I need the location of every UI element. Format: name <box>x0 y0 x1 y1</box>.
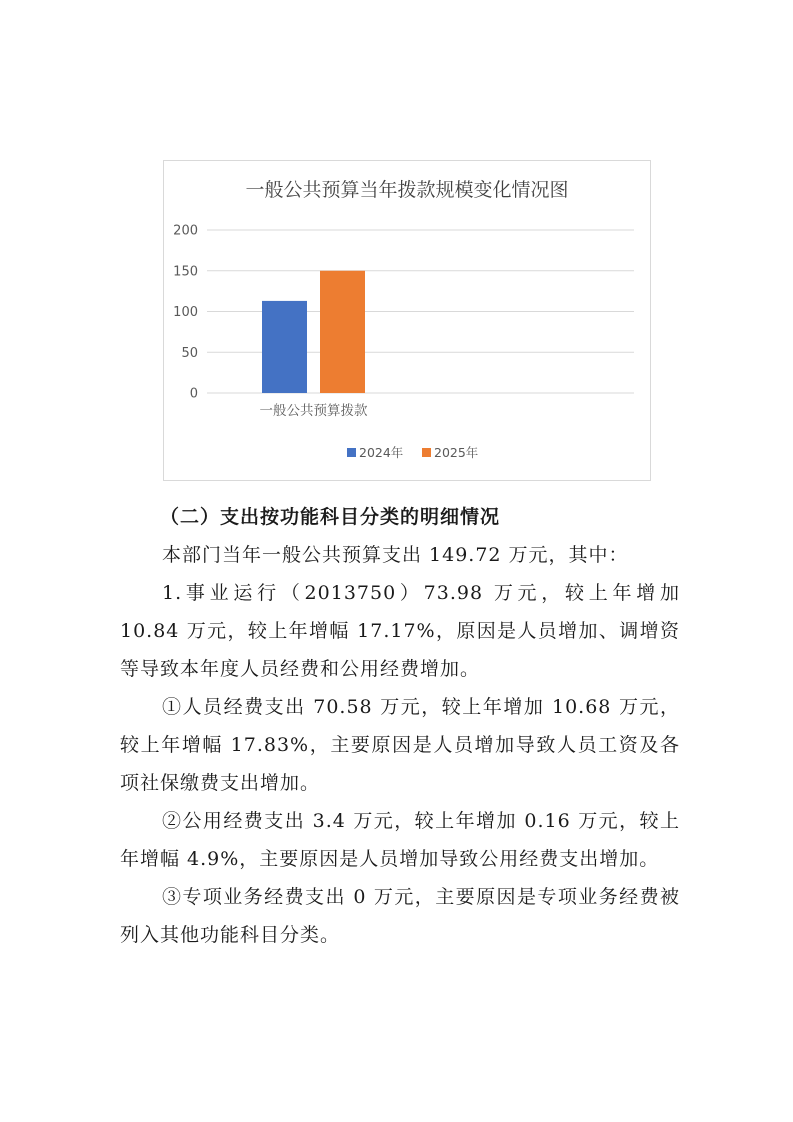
legend-swatch <box>347 448 356 457</box>
budget-chart <box>163 160 651 481</box>
y-tick-label: 200 <box>173 223 198 239</box>
paragraph-special: ③专项业务经费支出 0 万元，主要原因是专项业务经费被列入其他功能科目分类。 <box>120 886 680 946</box>
paragraph-personnel: ①人员经费支出 70.58 万元，较上年增加 10.68 万元，较上年增幅 17.83%，主要原因是人员增加导致人员工资及各项社保缴费支出增加。 <box>120 696 680 794</box>
paragraph-public: ②公用经费支出 3.4 万元，较上年增加 0.16 万元，较上年增幅 4.9%，主要原因是人员增加导致公用经费支出增加。 <box>120 810 680 870</box>
legend-label: 2025年 <box>434 445 479 460</box>
legend-swatch <box>422 448 431 457</box>
y-tick-label: 50 <box>181 345 198 361</box>
legend-label: 2024年 <box>359 445 404 460</box>
y-tick-label: 0 <box>189 386 198 402</box>
bar <box>262 301 307 393</box>
y-tick-label: 100 <box>173 305 198 320</box>
paragraph-operation: 1.事业运行（2013750）73.98 万元，较上年增加 10.84 万元，较上年增幅 17.17%，原因是人员增加、调增资等导致本年度人员经费和公用经费增加。 <box>120 582 680 680</box>
chart-canvas <box>164 161 650 480</box>
section-heading: （二）支出按功能科目分类的明细情况 <box>160 506 501 528</box>
category-label: 一般公共预算拨款 <box>259 403 368 419</box>
bar <box>320 271 365 393</box>
y-tick-label: 150 <box>173 264 198 280</box>
paragraph-total: 本部门当年一般公共预算支出 149.72 万元，其中： <box>162 544 629 566</box>
document-body <box>120 498 680 954</box>
chart-title: 一般公共预算当年拨款规模变化情况图 <box>245 179 569 201</box>
